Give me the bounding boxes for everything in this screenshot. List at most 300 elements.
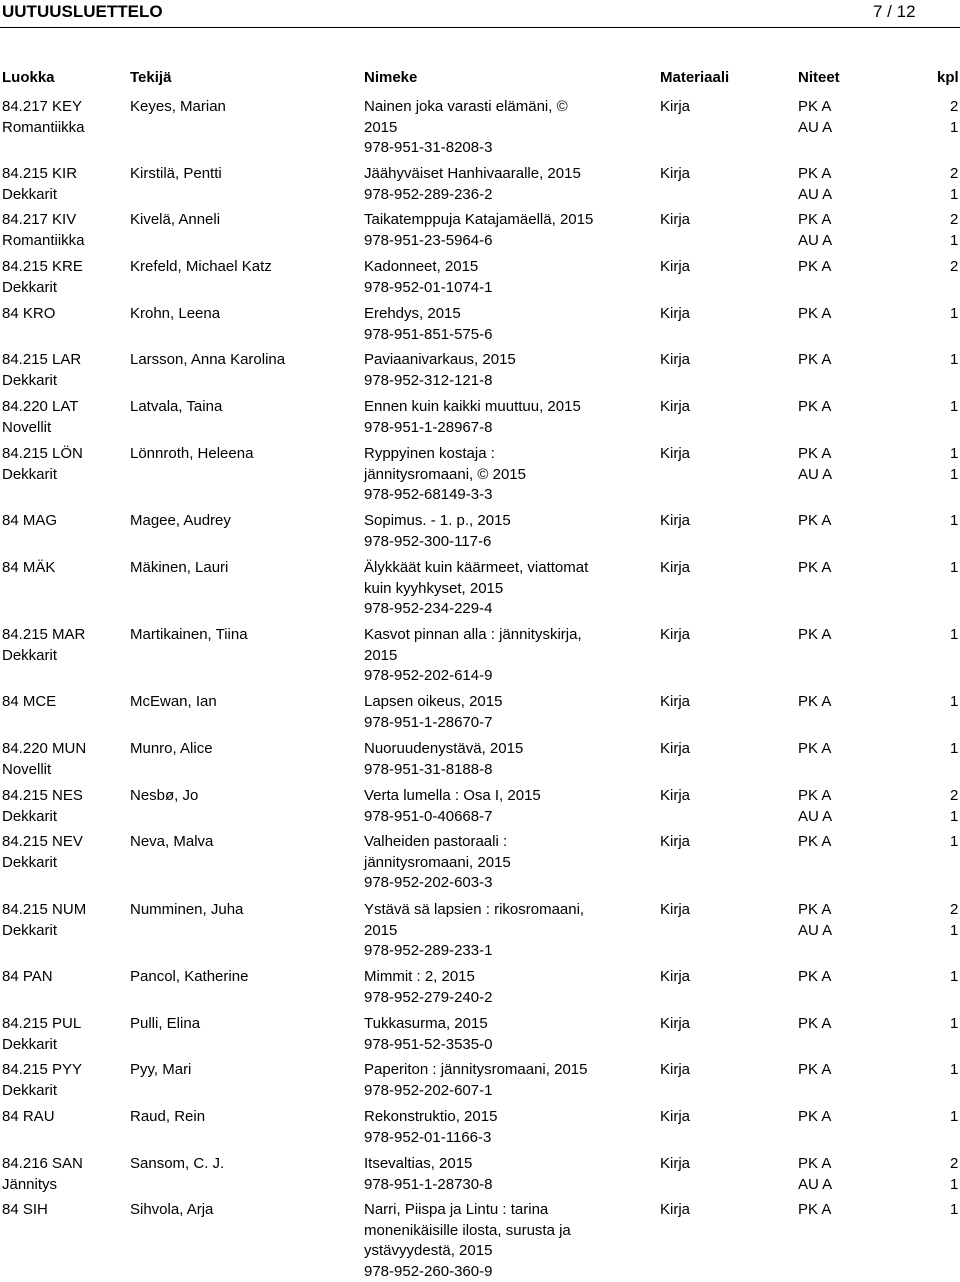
- cell-locations: [798, 304, 831, 325]
- cell-title-line: 978-951-851-575-6: [364, 325, 492, 346]
- cell-count-line: 2: [950, 97, 958, 118]
- cell-locations-line: PK A: [798, 1060, 831, 1081]
- cell-title: [364, 1014, 492, 1055]
- cell-material: [660, 511, 690, 532]
- cell-class-line: 84.215 LAR: [2, 350, 81, 371]
- cell-author-line: Raud, Rein: [130, 1107, 205, 1128]
- cell-title: [364, 1200, 571, 1282]
- cell-title-line: 978-952-202-603-3: [364, 873, 511, 894]
- cell-material-line: Kirja: [660, 97, 690, 118]
- cell-title: [364, 511, 511, 552]
- cell-material: [660, 1154, 690, 1175]
- cell-count-line: 1: [950, 350, 958, 371]
- cell-count: [950, 558, 958, 579]
- cell-author-line: Latvala, Taina: [130, 397, 222, 418]
- cell-class-line: 84.216 SAN: [2, 1154, 83, 1175]
- cell-count-line: 1: [950, 511, 958, 532]
- cell-material: [660, 210, 690, 231]
- cell-count-line: 1: [950, 832, 958, 853]
- cell-class: [2, 397, 78, 438]
- cell-material: [660, 558, 690, 579]
- cell-material: [660, 1200, 690, 1221]
- cell-material: [660, 1014, 690, 1035]
- cell-count: [950, 1060, 958, 1081]
- cell-count-line: 1: [950, 558, 958, 579]
- cell-class: [2, 832, 83, 873]
- cell-count: [950, 1154, 958, 1195]
- cell-locations: [798, 511, 831, 532]
- column-header-author: Tekijä: [130, 69, 171, 86]
- cell-class-line: Romantiikka: [2, 118, 85, 139]
- cell-title: [364, 625, 582, 687]
- cell-title-line: Tukkasurma, 2015: [364, 1014, 492, 1035]
- cell-author: [130, 1154, 224, 1175]
- cell-locations: [798, 350, 831, 371]
- cell-count-line: 1: [950, 1014, 958, 1035]
- column-header-material: Materiaali: [660, 69, 729, 86]
- cell-material-line: Kirja: [660, 692, 690, 713]
- cell-author-line: Nesbø, Jo: [130, 786, 198, 807]
- cell-material: [660, 786, 690, 807]
- cell-title-line: 978-952-300-117-6: [364, 532, 511, 553]
- cell-title-line: Verta lumella : Osa I, 2015: [364, 786, 541, 807]
- cell-class-line: Dekkarit: [2, 371, 81, 392]
- cell-locations-line: AU A: [798, 807, 832, 828]
- cell-material: [660, 692, 690, 713]
- cell-class: [2, 210, 85, 251]
- cell-locations-line: AU A: [798, 921, 832, 942]
- cell-locations: [798, 692, 831, 713]
- cell-class-line: 84.215 KRE: [2, 257, 83, 278]
- cell-class-line: 84 MÄK: [2, 558, 55, 579]
- cell-title: [364, 444, 526, 506]
- cell-author-line: Lönnroth, Heleena: [130, 444, 253, 465]
- cell-locations-line: PK A: [798, 1014, 831, 1035]
- cell-locations-line: PK A: [798, 692, 831, 713]
- cell-author: [130, 210, 220, 231]
- cell-locations-line: PK A: [798, 832, 831, 853]
- cell-material-line: Kirja: [660, 558, 690, 579]
- cell-material-line: Kirja: [660, 397, 690, 418]
- cell-count-line: 1: [950, 739, 958, 760]
- cell-count-line: 1: [950, 625, 958, 646]
- cell-material-line: Kirja: [660, 1200, 690, 1221]
- cell-count-line: 1: [950, 1107, 958, 1128]
- cell-material-line: Kirja: [660, 210, 690, 231]
- cell-locations: [798, 558, 831, 579]
- cell-class: [2, 1107, 55, 1128]
- cell-title: [364, 210, 593, 251]
- cell-author: [130, 1060, 191, 1081]
- cell-material: [660, 900, 690, 921]
- cell-locations-line: PK A: [798, 97, 832, 118]
- cell-count: [950, 304, 958, 325]
- cell-locations-line: PK A: [798, 900, 832, 921]
- cell-material: [660, 164, 690, 185]
- cell-class-line: 84 MAG: [2, 511, 57, 532]
- cell-locations: [798, 210, 832, 251]
- cell-count-line: 1: [950, 118, 958, 139]
- table-header: [0, 69, 960, 89]
- cell-count: [950, 832, 958, 853]
- cell-locations-line: PK A: [798, 786, 832, 807]
- cell-material-line: Kirja: [660, 967, 690, 988]
- cell-material: [660, 257, 690, 278]
- cell-count-line: 1: [950, 1200, 958, 1221]
- cell-class-line: Dekkarit: [2, 921, 86, 942]
- cell-author-line: Sansom, C. J.: [130, 1154, 224, 1175]
- cell-title-line: Ystävä sä lapsien : rikosromaani,: [364, 900, 584, 921]
- cell-class: [2, 304, 55, 325]
- cell-title: [364, 739, 523, 780]
- cell-title-line: Rekonstruktio, 2015: [364, 1107, 497, 1128]
- cell-material: [660, 1060, 690, 1081]
- cell-class-line: Novellit: [2, 760, 86, 781]
- cell-title-line: 2015: [364, 646, 582, 667]
- cell-title-line: 978-952-01-1074-1: [364, 278, 492, 299]
- cell-locations-line: PK A: [798, 967, 831, 988]
- cell-locations-line: PK A: [798, 1154, 832, 1175]
- cell-title: [364, 350, 516, 391]
- cell-count-line: 1: [950, 807, 958, 828]
- cell-title-line: kuin kyyhkyset, 2015: [364, 579, 588, 600]
- cell-title-line: Nainen joka varasti elämäni, ©: [364, 97, 568, 118]
- cell-author-line: Pyy, Mari: [130, 1060, 191, 1081]
- cell-locations-line: AU A: [798, 465, 832, 486]
- cell-class: [2, 692, 56, 713]
- cell-class-line: 84.215 PYY: [2, 1060, 82, 1081]
- cell-class-line: Dekkarit: [2, 185, 77, 206]
- cell-class-line: Dekkarit: [2, 465, 83, 486]
- cell-locations-line: PK A: [798, 1107, 831, 1128]
- cell-locations-line: PK A: [798, 164, 832, 185]
- cell-locations: [798, 967, 831, 988]
- cell-title-line: 978-951-1-28967-8: [364, 418, 581, 439]
- cell-count-line: 2: [950, 210, 958, 231]
- cell-title-line: 978-951-1-28730-8: [364, 1175, 492, 1196]
- cell-author-line: Magee, Audrey: [130, 511, 231, 532]
- cell-count: [950, 397, 958, 418]
- cell-count-line: 2: [950, 786, 958, 807]
- cell-class-line: Dekkarit: [2, 646, 85, 667]
- cell-class: [2, 558, 55, 579]
- cell-title-line: 978-951-52-3535-0: [364, 1035, 492, 1056]
- column-header-count: kpl: [937, 69, 959, 86]
- cell-class-line: 84.217 KIV: [2, 210, 85, 231]
- cell-title-line: 978-952-68149-3-3: [364, 485, 526, 506]
- cell-class-line: 84.215 NEV: [2, 832, 83, 853]
- cell-author-line: Numminen, Juha: [130, 900, 243, 921]
- cell-class-line: Romantiikka: [2, 231, 85, 252]
- cell-title: [364, 832, 511, 894]
- cell-class: [2, 786, 83, 827]
- cell-class-line: 84.217 KEY: [2, 97, 85, 118]
- cell-locations-line: AU A: [798, 1175, 832, 1196]
- cell-class: [2, 164, 77, 205]
- cell-count-line: 1: [950, 304, 958, 325]
- cell-class-line: 84 MCE: [2, 692, 56, 713]
- cell-locations: [798, 625, 831, 646]
- cell-material-line: Kirja: [660, 350, 690, 371]
- cell-title-line: 978-952-279-240-2: [364, 988, 492, 1009]
- cell-count-line: 1: [950, 1175, 958, 1196]
- cell-title: [364, 967, 492, 1008]
- cell-locations-line: PK A: [798, 350, 831, 371]
- cell-locations-line: AU A: [798, 185, 832, 206]
- cell-class: [2, 1014, 81, 1055]
- cell-locations: [798, 786, 832, 827]
- cell-class-line: Dekkarit: [2, 1035, 81, 1056]
- cell-author: [130, 1107, 205, 1128]
- cell-title: [364, 304, 492, 345]
- cell-locations: [798, 97, 832, 138]
- cell-count: [950, 164, 958, 205]
- cell-locations: [798, 1154, 832, 1195]
- cell-material-line: Kirja: [660, 900, 690, 921]
- cell-title-line: 978-952-260-360-9: [364, 1262, 571, 1282]
- cell-locations: [798, 257, 831, 278]
- cell-class-line: Dekkarit: [2, 278, 83, 299]
- cell-material: [660, 350, 690, 371]
- cell-title-line: Lapsen oikeus, 2015: [364, 692, 502, 713]
- cell-class-line: Dekkarit: [2, 1081, 82, 1102]
- cell-locations-line: PK A: [798, 739, 831, 760]
- cell-title: [364, 558, 588, 620]
- cell-title-line: 978-952-01-1166-3: [364, 1128, 497, 1149]
- cell-title-line: Narri, Piispa ja Lintu : tarina: [364, 1200, 571, 1221]
- cell-class-line: 84.215 NUM: [2, 900, 86, 921]
- cell-class-line: Dekkarit: [2, 807, 83, 828]
- cell-material-line: Kirja: [660, 1060, 690, 1081]
- cell-author: [130, 350, 285, 371]
- cell-count: [950, 511, 958, 532]
- cell-class-line: 84.215 KIR: [2, 164, 77, 185]
- cell-count: [950, 786, 958, 827]
- cell-count-line: 1: [950, 921, 958, 942]
- cell-count: [950, 739, 958, 760]
- column-header-class: Luokka: [2, 69, 55, 86]
- cell-class-line: 84 KRO: [2, 304, 55, 325]
- cell-count: [950, 1200, 958, 1221]
- cell-material-line: Kirja: [660, 625, 690, 646]
- cell-material-line: Kirja: [660, 739, 690, 760]
- cell-title: [364, 1154, 492, 1195]
- cell-material: [660, 625, 690, 646]
- cell-locations: [798, 444, 832, 485]
- cell-count: [950, 900, 958, 941]
- cell-count: [950, 444, 958, 485]
- cell-locations-line: PK A: [798, 625, 831, 646]
- cell-class-line: 84.220 MUN: [2, 739, 86, 760]
- cell-title-line: Taikatemppuja Katajamäellä, 2015: [364, 210, 593, 231]
- cell-author: [130, 1014, 200, 1035]
- cell-count: [950, 350, 958, 371]
- cell-count-line: 1: [950, 692, 958, 713]
- cell-count: [950, 1107, 958, 1128]
- cell-locations-line: PK A: [798, 397, 831, 418]
- cell-class: [2, 97, 85, 138]
- cell-material-line: Kirja: [660, 164, 690, 185]
- cell-title-line: Ennen kuin kaikki muuttuu, 2015: [364, 397, 581, 418]
- cell-title: [364, 1107, 497, 1148]
- cell-count-line: 1: [950, 465, 958, 486]
- cell-title-line: Erehdys, 2015: [364, 304, 492, 325]
- cell-author: [130, 558, 228, 579]
- cell-material: [660, 832, 690, 853]
- cell-title-line: Nuoruudenystävä, 2015: [364, 739, 523, 760]
- cell-title-line: Valheiden pastoraali :: [364, 832, 511, 853]
- cell-title-line: Ryppyinen kostaja :: [364, 444, 526, 465]
- cell-title-line: 978-952-234-229-4: [364, 599, 588, 620]
- cell-class-line: 84.220 LAT: [2, 397, 78, 418]
- cell-title: [364, 97, 568, 159]
- cell-title-line: Älykkäät kuin käärmeet, viattomat: [364, 558, 588, 579]
- cell-material: [660, 444, 690, 465]
- cell-author: [130, 739, 213, 760]
- cell-locations: [798, 1014, 831, 1035]
- cell-class-line: Dekkarit: [2, 853, 83, 874]
- cell-author-line: Pancol, Katherine: [130, 967, 248, 988]
- cell-count: [950, 1014, 958, 1035]
- cell-class-line: 84.215 PUL: [2, 1014, 81, 1035]
- cell-count-line: 1: [950, 185, 958, 206]
- cell-material-line: Kirja: [660, 1107, 690, 1128]
- cell-title: [364, 786, 541, 827]
- cell-material-line: Kirja: [660, 786, 690, 807]
- cell-material-line: Kirja: [660, 304, 690, 325]
- cell-class: [2, 257, 83, 298]
- cell-title-line: 978-952-202-614-9: [364, 666, 582, 687]
- header-divider: [0, 27, 960, 28]
- cell-class: [2, 967, 53, 988]
- cell-title-line: 978-952-312-121-8: [364, 371, 516, 392]
- cell-author: [130, 1200, 213, 1221]
- cell-author: [130, 625, 248, 646]
- cell-count: [950, 967, 958, 988]
- cell-author-line: Krohn, Leena: [130, 304, 220, 325]
- cell-material-line: Kirja: [660, 832, 690, 853]
- cell-material: [660, 1107, 690, 1128]
- cell-material-line: Kirja: [660, 511, 690, 532]
- cell-author: [130, 900, 243, 921]
- cell-material: [660, 397, 690, 418]
- cell-title-line: monenikäisille ilosta, surusta ja: [364, 1221, 571, 1242]
- cell-count: [950, 257, 958, 278]
- cell-count-line: 2: [950, 257, 958, 278]
- cell-author: [130, 967, 248, 988]
- cell-locations-line: PK A: [798, 210, 832, 231]
- cell-author-line: Munro, Alice: [130, 739, 213, 760]
- cell-title-line: Itsevaltias, 2015: [364, 1154, 492, 1175]
- cell-author-line: Martikainen, Tiina: [130, 625, 248, 646]
- cell-count-line: 1: [950, 397, 958, 418]
- cell-material-line: Kirja: [660, 257, 690, 278]
- cell-class: [2, 511, 57, 532]
- cell-count-line: 1: [950, 231, 958, 252]
- cell-title-line: Jäähyväiset Hanhivaaralle, 2015: [364, 164, 581, 185]
- cell-material-line: Kirja: [660, 1154, 690, 1175]
- cell-material: [660, 97, 690, 118]
- cell-class-line: 84.215 MAR: [2, 625, 85, 646]
- cell-class-line: 84 SIH: [2, 1200, 48, 1221]
- cell-title-line: Paperiton : jännitysromaani, 2015: [364, 1060, 587, 1081]
- cell-class-line: 84.215 LÖN: [2, 444, 83, 465]
- cell-title-line: 978-951-0-40668-7: [364, 807, 541, 828]
- cell-title-line: Mimmit : 2, 2015: [364, 967, 492, 988]
- cell-count-line: 1: [950, 1060, 958, 1081]
- cell-class-line: Jännitys: [2, 1175, 83, 1196]
- cell-class: [2, 739, 86, 780]
- cell-count-line: 2: [950, 164, 958, 185]
- document-title: UUTUUSLUETTELO: [2, 2, 163, 22]
- cell-locations-line: PK A: [798, 558, 831, 579]
- cell-title-line: 978-951-23-5964-6: [364, 231, 593, 252]
- cell-title-line: jännitysromaani, © 2015: [364, 465, 526, 486]
- cell-title-line: 978-951-31-8188-8: [364, 760, 523, 781]
- cell-title: [364, 692, 502, 733]
- cell-count-line: 2: [950, 1154, 958, 1175]
- cell-locations: [798, 1200, 831, 1221]
- cell-locations: [798, 1107, 831, 1128]
- cell-class-line: 84 RAU: [2, 1107, 55, 1128]
- cell-locations: [798, 900, 832, 941]
- cell-locations-line: PK A: [798, 257, 831, 278]
- cell-count: [950, 97, 958, 138]
- cell-author: [130, 397, 222, 418]
- cell-author-line: Kivelä, Anneli: [130, 210, 220, 231]
- column-header-copies: Niteet: [798, 69, 840, 86]
- cell-title-line: jännitysromaani, 2015: [364, 853, 511, 874]
- cell-author-line: McEwan, Ian: [130, 692, 217, 713]
- cell-material-line: Kirja: [660, 1014, 690, 1035]
- cell-class: [2, 1154, 83, 1195]
- cell-title: [364, 164, 581, 205]
- cell-author-line: Larsson, Anna Karolina: [130, 350, 285, 371]
- cell-locations: [798, 832, 831, 853]
- cell-author-line: Kirstilä, Pentti: [130, 164, 222, 185]
- cell-title: [364, 397, 581, 438]
- cell-locations-line: PK A: [798, 511, 831, 532]
- cell-author: [130, 786, 198, 807]
- cell-author: [130, 97, 226, 118]
- cell-title-line: 978-952-289-233-1: [364, 941, 584, 962]
- cell-locations: [798, 739, 831, 760]
- cell-title-line: Kadonneet, 2015: [364, 257, 492, 278]
- cell-title-line: 2015: [364, 118, 568, 139]
- cell-title-line: Paviaanivarkaus, 2015: [364, 350, 516, 371]
- cell-title: [364, 1060, 587, 1101]
- cell-author-line: Krefeld, Michael Katz: [130, 257, 272, 278]
- cell-material: [660, 967, 690, 988]
- cell-author-line: Pulli, Elina: [130, 1014, 200, 1035]
- cell-count: [950, 625, 958, 646]
- cell-title-line: 2015: [364, 921, 584, 942]
- cell-author: [130, 257, 272, 278]
- cell-title-line: 978-952-289-236-2: [364, 185, 581, 206]
- cell-count-line: 1: [950, 967, 958, 988]
- cell-material: [660, 304, 690, 325]
- cell-locations: [798, 164, 832, 205]
- cell-material-line: Kirja: [660, 444, 690, 465]
- cell-title-line: ystävyydestä, 2015: [364, 1241, 571, 1262]
- cell-class-line: Novellit: [2, 418, 78, 439]
- column-header-title: Nimeke: [364, 69, 417, 86]
- cell-title: [364, 257, 492, 298]
- cell-author-line: Mäkinen, Lauri: [130, 558, 228, 579]
- cell-class: [2, 1060, 82, 1101]
- cell-title-line: 978-951-31-8208-3: [364, 138, 568, 159]
- cell-title-line: Kasvot pinnan alla : jännityskirja,: [364, 625, 582, 646]
